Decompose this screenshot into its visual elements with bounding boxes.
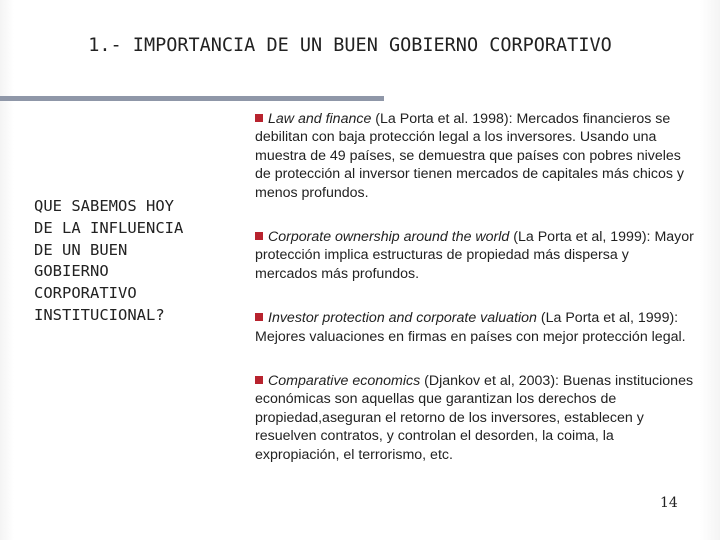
bullet-body: (La Porta et al, 1999): Mayor protección implica estructuras de propiedad más dispersa y mercados más profundos.	[255, 229, 694, 282]
bullet-italic-title: Law and finance	[268, 111, 372, 127]
bullet-item-corporate-ownership	[255, 228, 695, 283]
slide-title: 1.- IMPORTANCIA DE UN BUEN GOBIERNO CORPORATIVO	[88, 35, 612, 56]
title-underline-bar	[0, 96, 384, 101]
bullet-list	[255, 110, 695, 490]
square-bullet-icon	[255, 313, 263, 321]
bullet-item-investor-protection	[255, 309, 695, 346]
bullet-item-comparative-economics	[255, 372, 695, 464]
bullet-body: (La Porta et al, 1999): Mejores valuaciones en firmas en países con mejor protección legal.	[255, 310, 686, 345]
page-number: 14	[660, 495, 678, 511]
bullet-item-law-and-finance	[255, 110, 695, 202]
bullet-italic-title: Corporate ownership around the world	[268, 229, 510, 246]
bullet-italic-title: Investor protection and corporate valuation	[268, 310, 537, 327]
square-bullet-icon	[255, 376, 263, 384]
left-question-text: QUE SABEMOS HOY DE LA INFLUENCIA DE UN BUEN GOBIERNO CORPORATIVO INSTITUCIONAL?	[34, 197, 184, 324]
bullet-body: (La Porta et al. 1998): Mercados financieros se debilitan con baja protección legal a los inversores. Usando una muestra de 49 países, se demuestra que países con pobres niveles de protección al inversor tienen mercados de capitales más chicos y menos profundos.	[255, 111, 684, 201]
square-bullet-icon	[255, 232, 263, 240]
square-bullet-icon	[255, 114, 263, 122]
bullet-italic-title: Comparative economics	[268, 373, 421, 390]
bullet-body: (Djankov et al, 2003): Buenas instituciones económicas son aquellas que garantizan los derechos de propiedad,aseguran el retorno de los inversores, establecen y resuelven contratos, y controlan el desorden, la coima, la expropiación, el terrorismo, etc.	[255, 373, 694, 463]
